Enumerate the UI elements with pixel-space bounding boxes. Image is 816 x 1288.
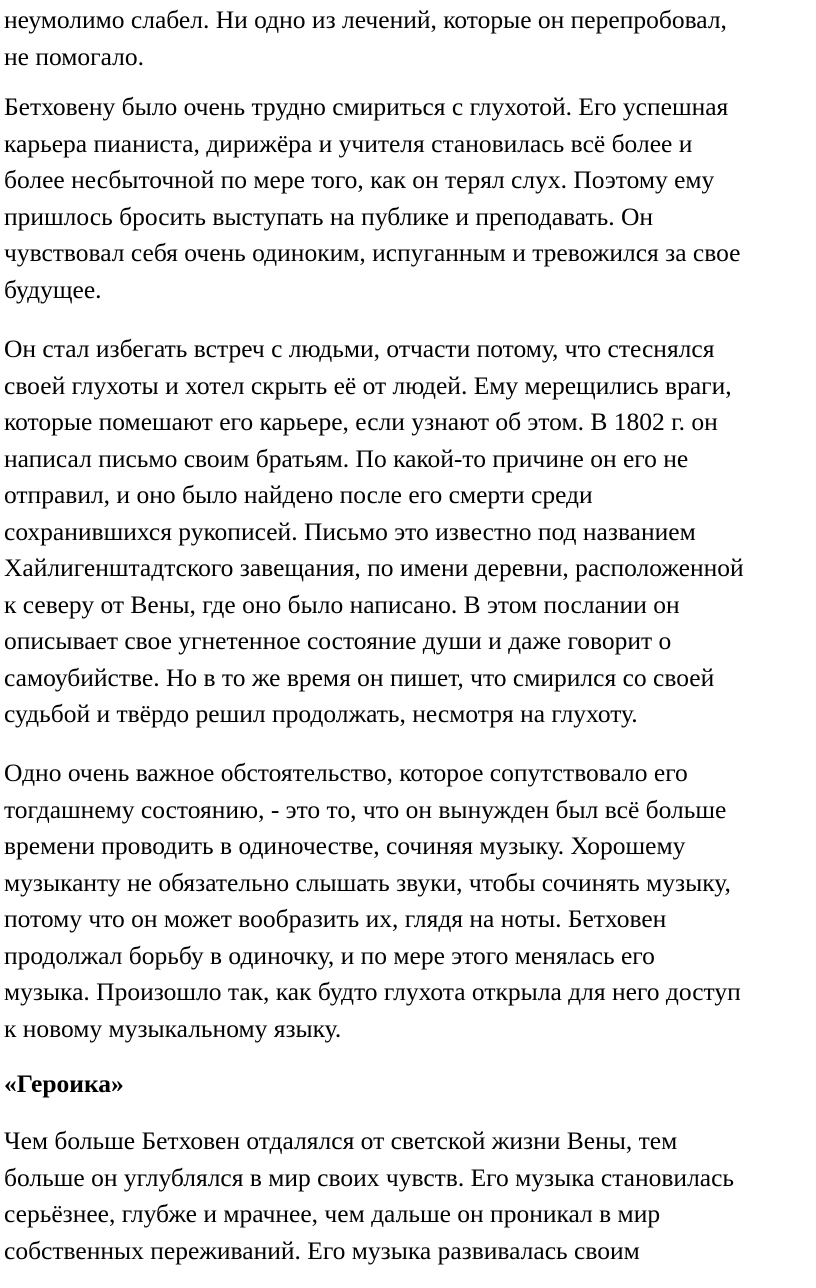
- text-line: будущее.: [4, 274, 102, 304]
- paragraph-2: [4, 89, 740, 308]
- paragraph-3: [4, 331, 744, 733]
- text-line: Бетховену было очень трудно смириться с глухотой. Его успешная: [4, 92, 729, 121]
- paragraph-4: [4, 755, 741, 1047]
- text-line: пришлось бросить выступать на публике и преподавать. Он: [4, 201, 654, 231]
- text-line: описывает свое угнетенное состояние души и даже говорит о: [4, 626, 672, 655]
- text-line: тогдашнему состоянию, - это то, что он вынужден был всё больше: [4, 794, 727, 824]
- text-line: своей глухоты и хотел скрыть её от людей. Ему мерещились враги,: [4, 370, 732, 400]
- text-line: продолжал борьбу в одиночку, и по мере этого менялась его: [4, 940, 655, 970]
- text-line: не помогало.: [4, 41, 144, 71]
- text-line: неумолимо слабел. Ни одно из лечений, которые он перепробовал,: [4, 5, 727, 34]
- text-line: серьёзнее, глубже и мрачнее, чем дальше он проникал в мир: [4, 1199, 661, 1228]
- paragraph-5: [4, 1123, 734, 1269]
- text-line: самоубийстве. Но в то же время он пишет, что смирился со своей: [4, 662, 715, 692]
- text-line: собственных переживаний. Его музыка развивалась своим: [4, 1235, 640, 1265]
- text-line: Хайлигенштадтского завещания, по имени деревни, расположенной: [4, 553, 744, 582]
- section-heading: «Героика»: [4, 1069, 124, 1098]
- text-line: к новому музыкальному языку.: [4, 1013, 342, 1043]
- text-line: чувствовал себя очень одиноким, испуганным и тревожился за свое: [4, 238, 741, 267]
- text-line: которые помешают его карьере, если узнают об этом. В 1802 г. он: [4, 407, 718, 436]
- text-line: более несбыточной по мере того, как он терял слух. Поэтому ему: [4, 165, 715, 194]
- text-line: судьбой и твёрдо решил продолжать, несмотря на глухоту.: [4, 699, 638, 728]
- text-line: музыка. Произошло так, как будто глухота открыла для него доступ: [4, 977, 741, 1006]
- text-line: карьера пианиста, дирижёра и учителя становилась всё более и: [4, 128, 693, 158]
- text-line: к северу от Вены, где оно было написано. В этом послании он: [4, 589, 680, 619]
- text-line: Он стал избегать встреч с людьми, отчасти потому, что стеснялся: [4, 334, 715, 363]
- text-line: написал письмо своим братьям. По какой-то причине он его не: [4, 443, 689, 473]
- paragraph-1: [4, 2, 727, 75]
- text-line: сохранившихся рукописей. Письмо это известно под названием: [4, 516, 696, 546]
- text-line: музыканту не обязательно слышать звуки, чтобы сочинять музыку,: [4, 867, 731, 897]
- text-line: Чем больше Бетховен отдалялся от светской жизни Вены, тем: [4, 1126, 678, 1155]
- text-line: потому что он может вообразить их, глядя на ноты. Бетховен: [4, 904, 667, 933]
- text-line: больше он углублялся в мир своих чувств. Его музыка становилась: [4, 1162, 735, 1192]
- text-line: отправил, и оно было найдено после его смерти среди: [4, 480, 593, 509]
- text-line: времени проводить в одиночестве, сочиняя музыку. Хорошему: [4, 831, 686, 860]
- text-line: Одно очень важное обстоятельство, которое сопутствовало его: [4, 758, 688, 787]
